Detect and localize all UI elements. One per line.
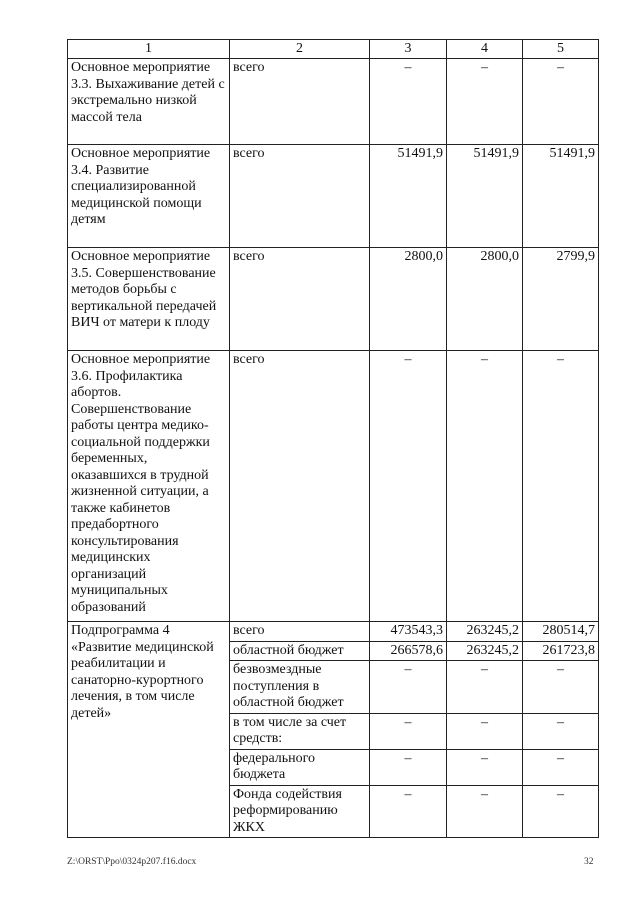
header-row xyxy=(68,40,599,59)
header-col-1: 1 xyxy=(68,40,230,59)
value-cell: – xyxy=(447,713,523,749)
value-cell: – xyxy=(370,713,447,749)
value-cell: – xyxy=(523,713,599,749)
funding-source: всего xyxy=(230,145,370,248)
value-cell: – xyxy=(523,59,599,145)
value-cell: – xyxy=(523,749,599,785)
funding-source: областной бюджет xyxy=(230,641,370,661)
value-cell: 51491,9 xyxy=(447,145,523,248)
value-cell: 280514,7 xyxy=(523,622,599,642)
value-cell: 51491,9 xyxy=(523,145,599,248)
table-row xyxy=(68,59,599,145)
funding-source: всего xyxy=(230,59,370,145)
table-row xyxy=(68,622,599,642)
funding-source: федерального бюджета xyxy=(230,749,370,785)
footer-page-number: 32 xyxy=(584,857,594,867)
value-cell: – xyxy=(447,351,523,622)
value-cell: 51491,9 xyxy=(370,145,447,248)
value-cell: – xyxy=(523,785,599,838)
value-cell: 473543,3 xyxy=(370,622,447,642)
value-cell: – xyxy=(447,785,523,838)
funding-source: в том числе за счет средств: xyxy=(230,713,370,749)
value-cell: – xyxy=(523,661,599,714)
header-col-2: 2 xyxy=(230,40,370,59)
budget-table xyxy=(67,39,599,838)
header-col-3: 3 xyxy=(370,40,447,59)
activity-name: Основное мероприятие 3.6. Профилактика абортов. Совершенствование работы центра медико-социальной поддержки беременных, оказавшихся в трудной жизненной ситуации, а также кабинетов предабортного консультирования медицинских организаций муниципальных образований xyxy=(68,351,230,622)
table-row xyxy=(68,145,599,248)
activity-name: Основное мероприятие 3.3. Выхаживание детей с экстремально низкой массой тела xyxy=(68,59,230,145)
value-cell: – xyxy=(447,59,523,145)
subprogram-name: Подпрограмма 4 «Развитие медицинской реабилитации и санаторно-курортного лечения, в том числе детей» xyxy=(68,622,230,838)
funding-source: всего xyxy=(230,622,370,642)
value-cell: 2800,0 xyxy=(370,248,447,351)
value-cell: – xyxy=(370,785,447,838)
value-cell: – xyxy=(523,351,599,622)
table-row xyxy=(68,248,599,351)
value-cell: 266578,6 xyxy=(370,641,447,661)
funding-source: Фонда содействия реформированию ЖКХ xyxy=(230,785,370,838)
value-cell: 261723,8 xyxy=(523,641,599,661)
funding-source: всего xyxy=(230,248,370,351)
activity-name: Основное мероприятие 3.4. Развитие специализированной медицинской помощи детям xyxy=(68,145,230,248)
value-cell: – xyxy=(447,661,523,714)
footer-file-path: Z:\ORST\Ppo\0324p207.f16.docx xyxy=(67,857,197,867)
activity-name: Основное мероприятие 3.5. Совершенствование методов борьбы с вертикальной передачей ВИЧ от матери к плоду xyxy=(68,248,230,351)
header-col-5: 5 xyxy=(523,40,599,59)
value-cell: – xyxy=(370,351,447,622)
header-col-4: 4 xyxy=(447,40,523,59)
value-cell: – xyxy=(447,749,523,785)
funding-source: безвозмездные поступления в областной бюджет xyxy=(230,661,370,714)
funding-source: всего xyxy=(230,351,370,622)
value-cell: 2799,9 xyxy=(523,248,599,351)
value-cell: – xyxy=(370,59,447,145)
value-cell: – xyxy=(370,661,447,714)
value-cell: – xyxy=(370,749,447,785)
value-cell: 2800,0 xyxy=(447,248,523,351)
value-cell: 263245,2 xyxy=(447,641,523,661)
value-cell: 263245,2 xyxy=(447,622,523,642)
table-row xyxy=(68,351,599,622)
